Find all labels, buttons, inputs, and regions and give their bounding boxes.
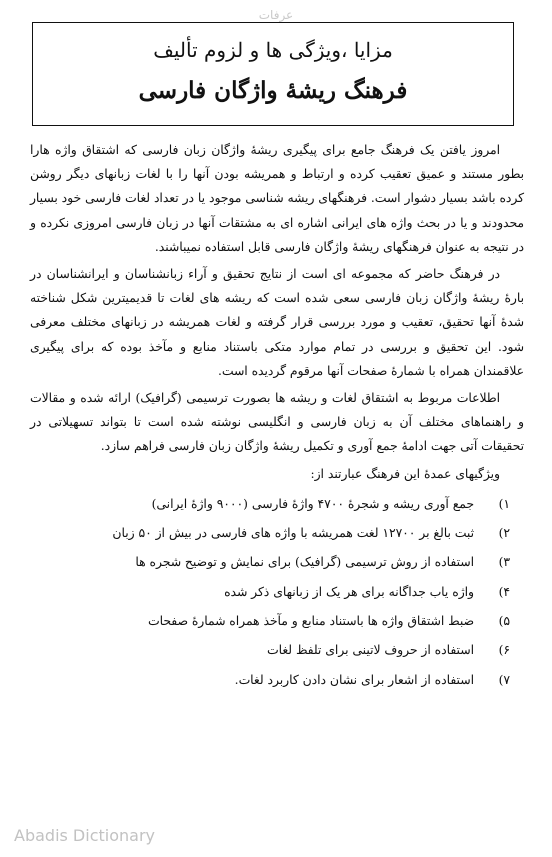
page-title: فرهنگ ریشهٔ واژگان فارسی [138, 77, 408, 104]
list-item-number: ۶) [498, 643, 510, 658]
title-box [32, 22, 514, 126]
list-item-text: ضبط اشتقاق واژه ها باستناد منابع و مآخذ همراه شمارهٔ صفحات [148, 614, 474, 629]
list-item-number: ۷) [498, 672, 510, 687]
title-subtitle: مزایا ،ویژگی ها و لزوم تألیف [153, 38, 393, 62]
list-item [30, 666, 510, 695]
list-item [30, 519, 510, 548]
paragraph-3: اطلاعات مربوط به اشتقاق لغات و ریشه ها بصورت ترسیمی (گرافیک) ارائه شده و مقالات و راهنماهای مختلف آن به زبان فارسی و انگلیسی نوشته شده است تا بتواند تسهیلاتی در تحقیقات آتی جهت ادامهٔ جمع آوری و تکمیل ریشهٔ واژگان زبان فارسی فراهم سازد. [30, 391, 524, 454]
list-item-number: ۳) [498, 555, 510, 570]
watermark-bottom: Abadis Dictionary [14, 826, 155, 845]
features-intro: ویژگیهای عمدهٔ این فرهنگ عبارتند از: [310, 466, 500, 481]
list-item [30, 607, 510, 636]
list-item [30, 636, 510, 665]
list-item [30, 578, 510, 607]
list-item-number: ۴) [498, 584, 510, 599]
list-item-text: استفاده از اشعار برای نشان دادن کاربرد لغات. [234, 672, 474, 687]
paragraph-1: امروز یافتن یک فرهنگ جامع برای پیگیری ریشهٔ واژگان زبان فارسی که اشتقاق واژه هارا بطور مستند و عمیق تعقیب کرده و ارتباط و همریشه بودن آنها را با لغات زبانهای دیگر روشن کرده باشد بسیار دشوار است. فرهنگهای ریشه شناسی موجود یا در تعداد لغات فارسی خود بسیار محدودند و یا در بحث واژه های ایرانی اشاره ای به مشتقات آنها در زبان فارسی امروزی نکرده و در نتیجه به عنوان فرهنگهای ریشهٔ واژگان فارسی قابل استفاده نمیباشند. [29, 143, 524, 254]
list-item-number: ۲) [498, 526, 510, 541]
document-body [30, 138, 524, 695]
paragraph-2: در فرهنگ حاضر که مجموعه ای است از نتایج تحقیق و آراء زبانشناسان و ایرانشناسان در بارهٔ ریشهٔ واژگان زبان فارسی سعی شده است که ریشه های لغات تا قدیمیترین شکل شناخته شدهٔ آنها تحقیق، تعقیب و مورد بررسی قرار گرفته و لغات همریشه در زبانهای مختلف معرفی شود. این تحقیق و بررسی در تمام موارد متکی باستناد منابع و مآخذ بوده که برای پیگیری علاقمندان همراه با شمارهٔ صفحات آنها مرقوم گردیده است. [30, 267, 524, 378]
list-item-text: استفاده از حروف لاتینی برای تلفظ لغات [267, 643, 474, 658]
watermark-top: عرفات [258, 8, 294, 22]
list-item [30, 548, 510, 577]
list-item-text: جمع آوری ریشه و شجرهٔ ۴۷۰۰ واژهٔ فارسی (۹۰۰۰ واژهٔ ایرانی) [151, 496, 474, 511]
features-list [30, 490, 524, 695]
list-item-text: ثبت بالغ بر ۱۲۷۰۰ لغت همریشه با واژه های فارسی در بیش از ۵۰ زبان [112, 526, 474, 541]
list-item-number: ۱) [498, 496, 510, 511]
list-item-text: واژه یاب جداگانه برای هر یک از زبانهای ذکر شده [224, 584, 474, 599]
list-item-number: ۵) [498, 614, 510, 629]
list-item [30, 490, 510, 519]
list-item-text: استفاده از روش ترسیمی (گرافیک) برای نمایش و توضیح شجره ها [135, 555, 474, 570]
